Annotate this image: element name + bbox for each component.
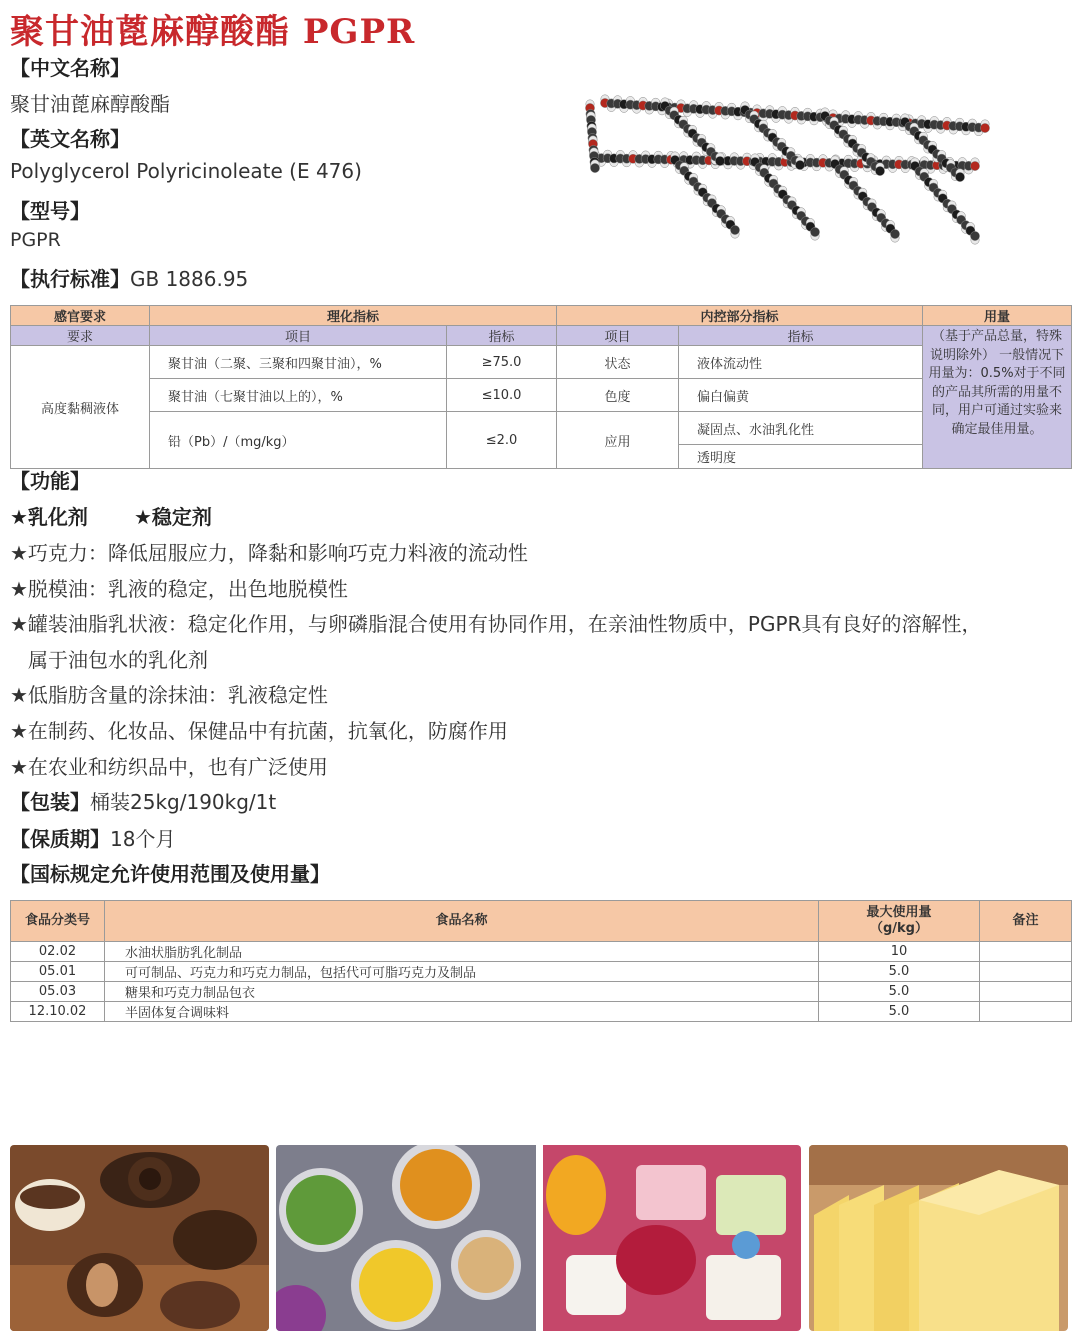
spec-physchem-value: ≤2.0 (447, 412, 557, 469)
function-item: ★在制药、化妆品、保健品中有抗菌，抗氧化，防腐作用 (10, 719, 508, 743)
butter-photo (809, 1145, 1068, 1331)
spec-physchem-item: 聚甘油（二聚、三聚和四聚甘油），% (150, 346, 447, 379)
function-item: 属于油包水的乳化剂 (28, 648, 208, 672)
spec-table (10, 305, 1072, 469)
table-row (11, 1002, 1072, 1022)
chocolate-photo (10, 1145, 269, 1331)
molecule-atoms (585, 95, 989, 244)
powder-photo (276, 1145, 801, 1331)
usage-max: 10 (819, 942, 980, 962)
usage-max: 5.0 (819, 962, 980, 982)
spec-internal-value: 透明度 (679, 445, 923, 469)
usage-food-name: 可可制品、巧克力和巧克力制品，包括代可可脂巧克力及制品 (105, 962, 819, 982)
usage-food-name: 水油状脂肪乳化制品 (105, 942, 819, 962)
usage-note (980, 982, 1072, 1002)
spec-internal-item: 状态 (557, 346, 679, 379)
usage-note (980, 1002, 1072, 1022)
usage-food-name: 糖果和巧克力制品包衣 (105, 982, 819, 1002)
shelf-life-value: 18个月 (110, 827, 176, 851)
model-value: PGPR (10, 229, 61, 251)
function-label: 【功能】 (10, 469, 90, 493)
spec-sub-requirement: 要求 (11, 326, 150, 346)
spec-internal-item: 色度 (557, 379, 679, 412)
usage-max: 5.0 (819, 1002, 980, 1022)
cn-name-label: 【中文名称】 (10, 56, 130, 80)
package-value: 桶装25kg/190kg/1t (90, 790, 277, 814)
table-row (11, 982, 1072, 1002)
usage-header-code: 食品分类号 (11, 901, 105, 942)
function-tags (10, 501, 212, 530)
spec-row (11, 379, 1072, 412)
table-row (11, 962, 1072, 982)
page-title: 聚甘油蓖麻醇酸酯 PGPR (10, 12, 416, 52)
spec-internal-value: 凝固点、水油乳化性 (679, 412, 923, 445)
standard-value: GB 1886.95 (130, 267, 249, 291)
usage-code: 05.01 (11, 962, 105, 982)
spec-usage-note: （基于产品总量，特殊说明除外） 一般情况下用量为：0.5%对于不同的产品其所需的用量不同，用户可通过实验来确定最佳用量。 (923, 326, 1072, 469)
cn-name-value: 聚甘油蓖麻醇酸酯 (10, 92, 170, 116)
package-label: 【包装】 (10, 790, 90, 814)
en-name-value: Polyglycerol Polyricinoleate (E 476) (10, 159, 362, 183)
function-tag-emulsifier: ★乳化剂 (10, 505, 88, 529)
function-tag-stabilizer: ★稳定剂 (133, 505, 212, 529)
usage-food-name: 半固体复合调味料 (105, 1002, 819, 1022)
spec-sensory-value: 高度黏稠液体 (11, 346, 150, 469)
usage-note (980, 942, 1072, 962)
function-item: ★脱模油：乳液的稳定，出色地脱模性 (10, 577, 348, 601)
package-line (10, 786, 276, 815)
usage-note (980, 962, 1072, 982)
usage-header-max-line2: （g/kg） (869, 921, 928, 936)
spec-group-sensory: 感官要求 (11, 306, 150, 326)
usage-header-name: 食品名称 (105, 901, 819, 942)
usage-code: 05.03 (11, 982, 105, 1002)
spec-subheader-row (11, 326, 1072, 346)
spec-physchem-value: ≤10.0 (447, 379, 557, 412)
usage-code: 02.02 (11, 942, 105, 962)
spec-physchem-item: 聚甘油（七聚甘油以上的），% (150, 379, 447, 412)
usage-header-max (819, 901, 980, 942)
gb-usage-label: 【国标规定允许使用范围及使用量】 (10, 862, 330, 886)
shelf-life-line (10, 823, 175, 852)
function-item: ★巧克力：降低屈服应力，降黏和影响巧克力料液的流动性 (10, 541, 528, 565)
en-name-label: 【英文名称】 (10, 127, 130, 151)
spec-physchem-item: 铅（Pb）/（mg/kg） (150, 412, 447, 469)
shelf-life-label: 【保质期】 (10, 827, 110, 851)
usage-header-row (11, 901, 1072, 942)
table-row (11, 942, 1072, 962)
spec-sub-item: 项目 (150, 326, 447, 346)
spec-group-physchem: 理化指标 (150, 306, 557, 326)
function-item: ★在农业和纺织品中，也有广泛使用 (10, 755, 328, 779)
standard-label: 【执行标准】 (10, 267, 130, 291)
spec-row (11, 412, 1072, 445)
spec-group-internal: 内控部分指标 (557, 306, 923, 326)
usage-header-note: 备注 (980, 901, 1072, 942)
molecule-illustration (575, 88, 1025, 248)
usage-table (10, 900, 1072, 1022)
spec-physchem-value: ≥75.0 (447, 346, 557, 379)
spec-internal-value: 液体流动性 (679, 346, 923, 379)
standard-line (10, 263, 248, 292)
spec-sub-index-internal: 指标 (679, 326, 923, 346)
spec-internal-value: 偏白偏黄 (679, 379, 923, 412)
function-item: ★低脂肪含量的涂抹油：乳液稳定性 (10, 683, 328, 707)
spec-sub-index: 指标 (447, 326, 557, 346)
usage-max: 5.0 (819, 982, 980, 1002)
function-item: ★罐装油脂乳状液：稳定化作用，与卵磷脂混合使用有协同作用，在亲油性物质中，PGPR具有良好的溶解性， (10, 612, 982, 636)
spec-internal-item: 应用 (557, 412, 679, 469)
spec-sub-item-internal: 项目 (557, 326, 679, 346)
usage-code: 12.10.02 (11, 1002, 105, 1022)
model-label: 【型号】 (10, 199, 90, 223)
usage-header-max-line1: 最大使用量 (866, 905, 932, 920)
spec-group-usage: 用量 (923, 306, 1072, 326)
spec-group-header-row (11, 306, 1072, 326)
spec-row (11, 346, 1072, 379)
